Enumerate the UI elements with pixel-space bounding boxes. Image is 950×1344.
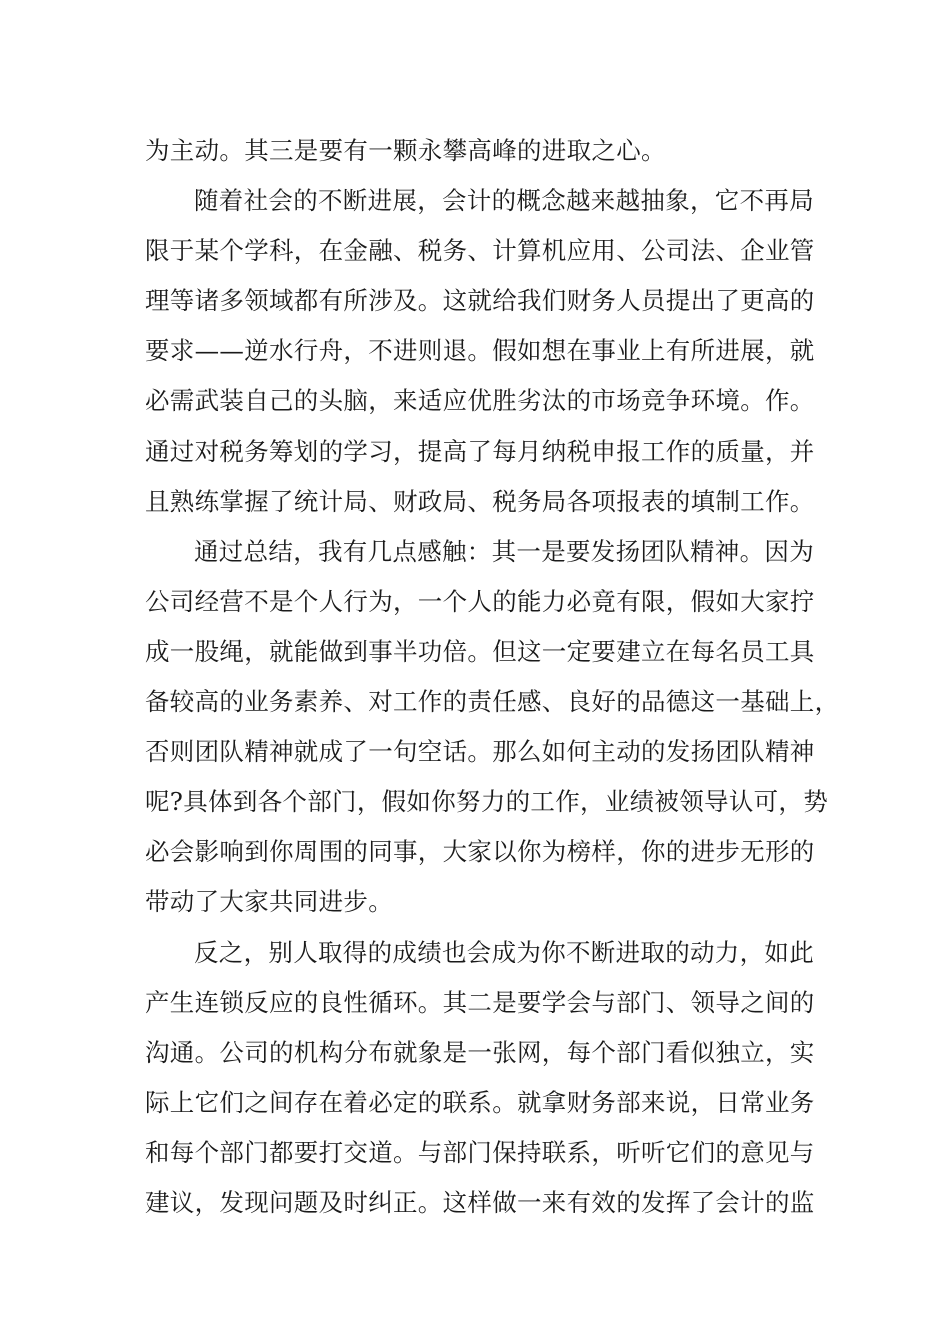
text-line: 建议，发现问题及时纠正。这样做一来有效的发挥了会计的监 — [145, 1187, 815, 1217]
document-body — [145, 126, 840, 1228]
text-line: 为主动。其三是要有一颗永攀高峰的进取之心。 — [145, 136, 666, 165]
text-line: 且熟练掌握了统计局、财政局、税务局各项报表的填制工作。 — [145, 486, 815, 516]
text-line: 带动了大家共同进步。 — [145, 887, 393, 917]
text-line: 沟通。公司的机构分布就象是一张网，每个部门看似独立，实 — [145, 1037, 815, 1067]
text-line: 际上它们之间存在着必定的联系。就拿财务部来说，日常业务 — [145, 1087, 815, 1117]
text-line: 限于某个学科，在金融、税务、计算机应用、公司法、企业管 — [145, 236, 815, 266]
text-line: 否则团队精神就成了一句空话。那么如何主动的发扬团队精神 — [145, 737, 815, 767]
paragraph-start-line: 随着社会的不断进展，会计的概念越来越抽象，它不再局 — [194, 186, 814, 216]
text-line: 成一股绳，就能做到事半功倍。但这一定要建立在每名员工具 — [145, 636, 815, 666]
text-line: 要求——逆水行舟，不进则退。假如想在事业上有所进展，就 — [145, 336, 815, 366]
text-line: 产生连锁反应的良性循环。其二是要学会与部门、领导之间的 — [145, 987, 815, 1017]
text-line: 通过对税务筹划的学习，提高了每月纳税申报工作的质量，并 — [145, 436, 815, 466]
text-line: 必需武装自己的头脑，来适应优胜劣汰的市场竞争环境。作。 — [145, 386, 815, 416]
paragraph-start-line: 通过总结，我有几点感触：其一是要发扬团队精神。因为 — [194, 536, 814, 566]
text-line: 理等诸多领域都有所涉及。这就给我们财务人员提出了更高的 — [145, 286, 815, 316]
paragraph-start-line: 反之，别人取得的成绩也会成为你不断进取的动力，如此 — [194, 937, 814, 967]
text-line: 公司经营不是个人行为，一个人的能力必竟有限，假如大家拧 — [145, 586, 815, 616]
text-line: 呢?具体到各个部门，假如你努力的工作，业绩被领导认可，势 — [145, 787, 829, 817]
text-line: 和每个部门都要打交道。与部门保持联系，听听它们的意见与 — [145, 1137, 815, 1167]
text-line: 必会影响到你周围的同事，大家以你为榜样，你的进步无形的 — [145, 837, 815, 867]
text-line: 备较高的业务素养、对工作的责任感、良好的品德这一基础上， — [145, 687, 840, 717]
